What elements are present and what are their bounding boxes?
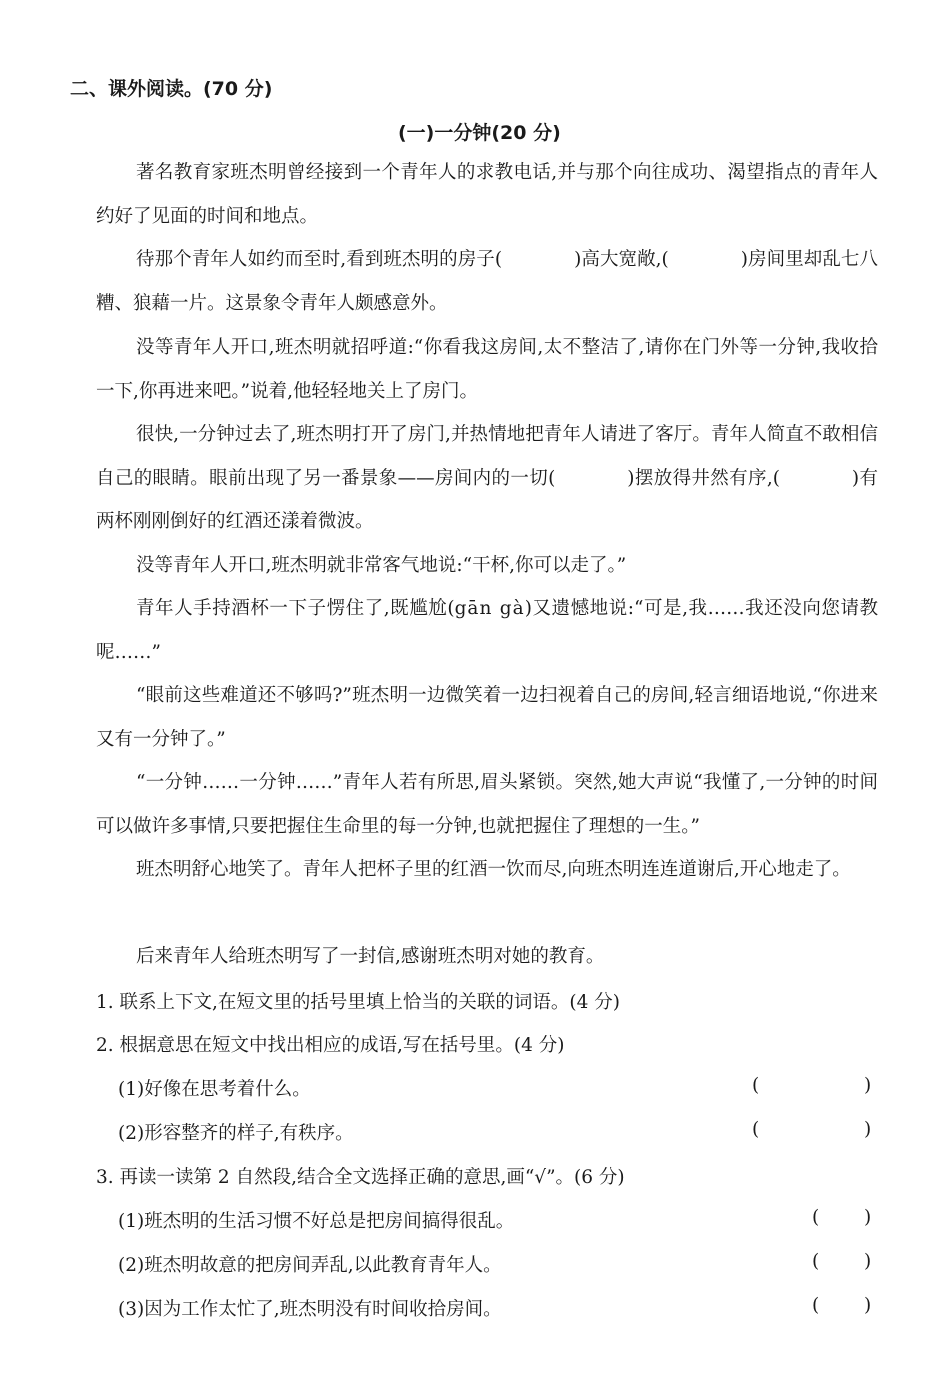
question-3-option-3: (3)因为工作太忙了,班杰明没有时间收拾房间。 <box>118 1299 502 1320</box>
check-paren-open[interactable]: ( <box>812 1295 820 1316</box>
check-paren-close[interactable]: ) <box>864 1295 872 1316</box>
paragraph-4-part-c: )有两杯刚刚倒好的红酒还漾着微波。 <box>96 467 878 532</box>
paragraph-1: 著名教育家班杰明曾经接到一个青年人的求教电话,并与那个向往成功、渴望指点的青年人约好了见面的时间和地点。 <box>96 162 878 227</box>
paragraph-6-part-b: )又遗憾地说:“可是,我……我还没向您请教呢……” <box>96 598 879 663</box>
question-3-option-1: (1)班杰明的生活习惯不好总是把房间搞得很乱。 <box>118 1211 515 1232</box>
question-2-item-2: (2)形容整齐的样子,有秩序。 <box>118 1123 354 1144</box>
paragraph-3: 没等青年人开口,班杰明就招呼道:“你看我这房间,太不整洁了,请你在门外等一分钟,我收拾一下,你再进来吧。”说着,他轻轻地关上了房门。 <box>96 337 878 402</box>
paragraph-4-part-a: 很快,一分钟过去了,班杰明打开了房门,并热情地把青年人请进了客厅。青年人简直不敢相信自己的眼睛。眼前出现了另一番景象——房间内的一切( <box>96 424 878 489</box>
paragraph-9: 班杰明舒心地笑了。青年人把杯子里的红酒一饮而尽,向班杰明连连道谢后,开心地走了。 <box>136 859 851 880</box>
question-3-option-2: (2)班杰明故意的把房间弄乱,以此教育青年人。 <box>118 1255 502 1276</box>
paragraph-7: “眼前这些难道还不够吗?”班杰明一边微笑着一边扫视着自己的房间,轻言细语地说,“你进来又有一分钟了。” <box>96 685 878 750</box>
question-2: 2. 根据意思在短文中找出相应的成语,写在括号里。(4 分) <box>96 1035 565 1056</box>
answer-paren-close[interactable]: ) <box>864 1075 872 1096</box>
answer-paren-close[interactable]: ) <box>864 1119 872 1140</box>
paragraph-6 <box>96 587 878 674</box>
paragraph-4-part-b: )摆放得井然有序,( <box>627 467 780 489</box>
paragraph-2 <box>96 238 878 325</box>
paragraph-2-part-c: )房间里却乱七八糟、狼藉一片。这景象令青年人颇感意外。 <box>96 249 878 314</box>
pinyin-annotation: gān gà <box>454 598 525 619</box>
check-paren-open[interactable]: ( <box>812 1207 820 1228</box>
section-title: 二、课外阅读。(70 分) <box>70 78 273 100</box>
story-title: (一)一分钟(20 分) <box>398 122 561 144</box>
paragraph-2-part-a: 待那个青年人如约而至时,看到班杰明的房子( <box>136 249 503 270</box>
check-paren-close[interactable]: ) <box>864 1251 872 1272</box>
question-3: 3. 再读一读第 2 自然段,结合全文选择正确的意思,画“√”。(6 分) <box>96 1167 625 1188</box>
check-paren-close[interactable]: ) <box>864 1207 872 1228</box>
paragraph-2-part-b: )高大宽敞,( <box>574 249 669 270</box>
paragraph-10: 后来青年人给班杰明写了一封信,感谢班杰明对她的教育。 <box>136 946 605 967</box>
question-2-item-1: (1)好像在思考着什么。 <box>118 1079 311 1100</box>
question-1: 1. 联系上下文,在短文里的括号里填上恰当的关联的词语。(4 分) <box>96 992 621 1013</box>
answer-paren-open[interactable]: ( <box>752 1119 760 1140</box>
paragraph-4 <box>96 413 878 544</box>
paragraph-8: “一分钟……一分钟……”青年人若有所思,眉头紧锁。突然,她大声说“我懂了,一分钟的时间可以做许多事情,只要把握住生命里的每一分钟,也就把握住了理想的一生。” <box>96 772 878 837</box>
paragraph-5: 没等青年人开口,班杰明就非常客气地说:“干杯,你可以走了。” <box>136 555 627 576</box>
check-paren-open[interactable]: ( <box>812 1251 820 1272</box>
answer-paren-open[interactable]: ( <box>752 1075 760 1096</box>
paragraph-6-part-a: 青年人手持酒杯一下子愣住了,既尴尬( <box>136 598 455 619</box>
